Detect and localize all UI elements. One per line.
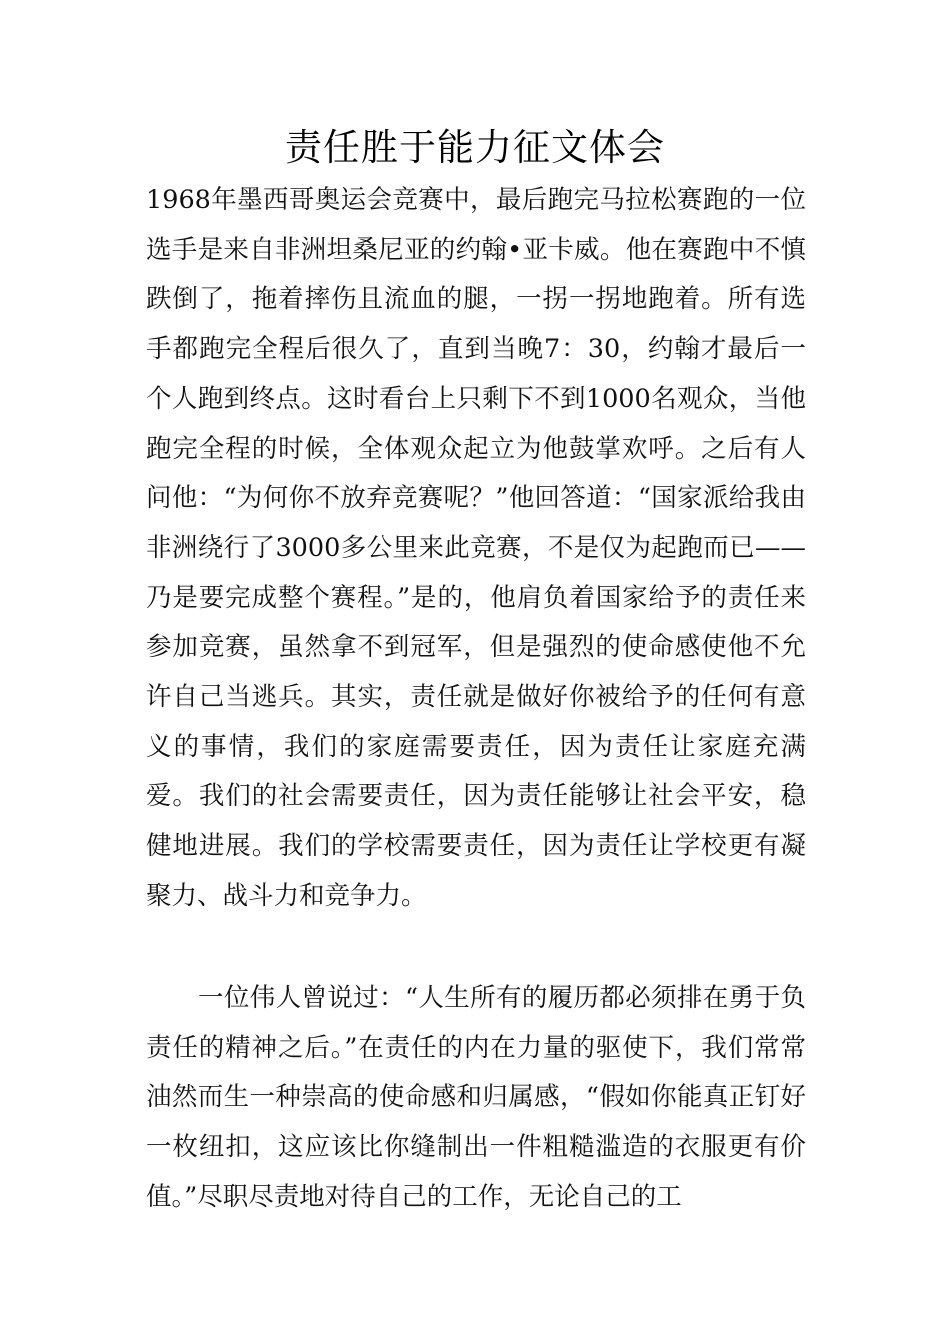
document-title: 责任胜于能力征文体会: [285, 126, 665, 169]
body-paragraph-2: 一位伟人曾说过：“人生所有的履历都必须排在勇于负责任的精神之后。”在责任的内在力量的驱使下，我们常常油然而生一种崇高的使命感和归属感，“假如你能真正钉好一枚纽扣，这应该比你缝制出一件粗糙滥造的衣服更有价值。”尽职尽责地对待自己的工作，无论自己的工: [146, 983, 806, 1212]
body-paragraph-1: 1968年墨西哥奥运会竞赛中，最后跑完马拉松赛跑的一位选手是来自非洲坦桑尼亚的约翰•亚卡威。他在赛跑中不慎跌倒了，拖着摔伤且流血的腿，一拐一拐地跑着。所有选手都跑完全程后很久了，直到当晚7：30，约翰才最后一个人跑到终点。这时看台上只剩下不到1000名观众，当他跑完全程的时候，全体观众起立为他鼓掌欢呼。之后有人问他：“为何你不放弃竞赛呢？”他回答道：“国家派给我由非洲绕行了3000多公里来此竞赛，不是仅为起跑而已——乃是要完成整个赛程。”是的，他肩负着国家给予的责任来参加竞赛，虽然拿不到冠军，但是强烈的使命感使他不允许自己当逃兵。其实，责任就是做好你被给予的任何有意义的事情，我们的家庭需要责任，因为责任让家庭充满爱。我们的社会需要责任，因为责任能够让社会平安，稳健地进展。我们的学校需要责任，因为责任让学校更有凝聚力、战斗力和竞争力。: [146, 185, 806, 911]
